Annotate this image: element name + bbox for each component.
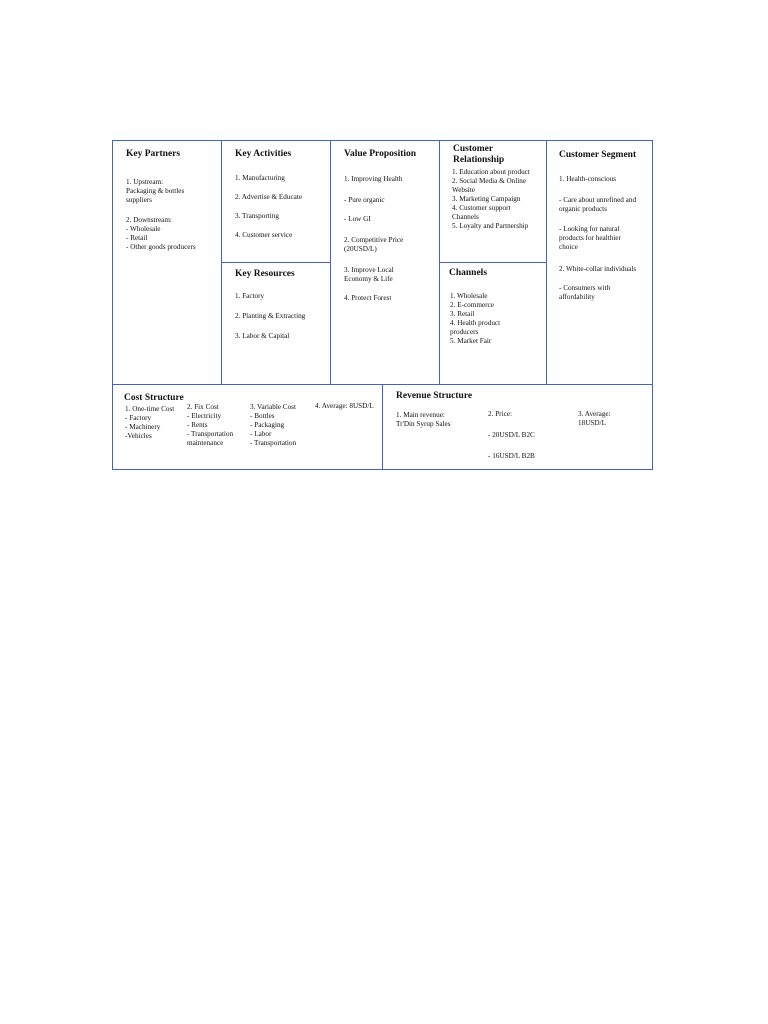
- customer-relationship-title: Customer Relationship: [453, 144, 505, 165]
- cost-fix: 2. Fix Cost - Electricity - Rents - Transportation maintenance: [187, 403, 234, 447]
- value-proposition-item: - Low GI: [344, 215, 371, 223]
- key-resources-block: [221, 262, 330, 384]
- revenue-price-label: 2. Price:: [488, 410, 512, 418]
- key-activities-block: [221, 141, 330, 262]
- channels-items: 1. Wholesale 2. E-commerce 3. Retail 4. Health product producers 5. Market Fair: [450, 292, 501, 345]
- key-resources-title: Key Resources: [235, 269, 295, 279]
- customer-segment-title: Customer Segment: [559, 150, 637, 160]
- customer-segment-item: - Consumers with affordability: [559, 284, 611, 301]
- key-activities-item: 2. Advertise & Educate: [235, 193, 303, 201]
- customer-segment-item: - Looking for natural products for healthier choice: [559, 225, 621, 251]
- key-resources-item: 2. Planting & Extracting: [235, 312, 306, 320]
- customer-segment-item: 2. White-collar individuals: [559, 265, 637, 273]
- revenue-price-b2b: - 16USD/L B2B: [488, 452, 535, 460]
- revenue-structure-title: Revenue Structure: [396, 391, 473, 401]
- key-activities-item: 3. Transporting: [235, 212, 279, 220]
- revenue-main-label: 1. Main revenue:: [396, 411, 445, 419]
- key-resources-item: 1. Factory: [235, 292, 265, 300]
- customer-segment-item: 1. Health-conscious: [559, 175, 617, 183]
- cost-variable: 3. Variable Cost - Bottles - Packaging - Labor - Transportation: [250, 403, 297, 447]
- customer-relationship-block: [439, 141, 546, 262]
- key-activities-item: 4. Customer service: [235, 231, 293, 239]
- revenue-main-value: Tr'Din Syrup Sales: [396, 420, 451, 428]
- channels-block: [439, 262, 546, 384]
- key-partners-downstream: 2. Downstream: - Wholesale - Retail - Other goods producers: [126, 216, 196, 251]
- revenue-structure-block: [383, 384, 652, 469]
- business-model-canvas: [112, 140, 653, 470]
- revenue-average: 3. Average: 18USD/L: [578, 410, 611, 427]
- cost-average: 4. Average: 8USD/L: [315, 402, 374, 410]
- revenue-price-b2c: - 20USD/L B2C: [488, 431, 535, 439]
- value-proposition-item: 3. Improve Local Economy & Life: [344, 266, 394, 283]
- value-proposition-item: - Pure organic: [344, 196, 385, 204]
- value-proposition-title: Value Proposition: [344, 149, 417, 159]
- key-resources-item: 3. Labor & Capital: [235, 332, 290, 340]
- key-partners-upstream: 1. Upstream: Packaging & bottles suppliers: [126, 178, 185, 204]
- key-activities-title: Key Activities: [235, 149, 292, 159]
- key-partners-title: Key Partners: [126, 149, 181, 159]
- value-proposition-block: [330, 141, 439, 384]
- value-proposition-item: 1. Improving Health: [344, 175, 403, 183]
- customer-segment-block: [546, 141, 652, 384]
- channels-title: Channels: [449, 268, 488, 278]
- key-partners-block: [113, 141, 221, 384]
- cost-one-time: 1. One-time Cost - Factory - Machinery -Vehicles: [125, 405, 175, 440]
- cost-structure-block: [113, 384, 383, 469]
- value-proposition-item: 4. Protect Forest: [344, 294, 392, 302]
- value-proposition-item: 2. Competitive Price (20USD/L): [344, 236, 404, 253]
- customer-segment-item: - Care about unrefined and organic products: [559, 196, 637, 213]
- customer-relationship-items: 1. Education about product 2. Social Media & Online Website 3. Marketing Campaign 4. Customer support Channels 5. Loyalty and Partnership: [452, 168, 530, 230]
- cost-structure-title: Cost Structure: [124, 393, 184, 403]
- key-activities-item: 1. Manufacturing: [235, 174, 285, 182]
